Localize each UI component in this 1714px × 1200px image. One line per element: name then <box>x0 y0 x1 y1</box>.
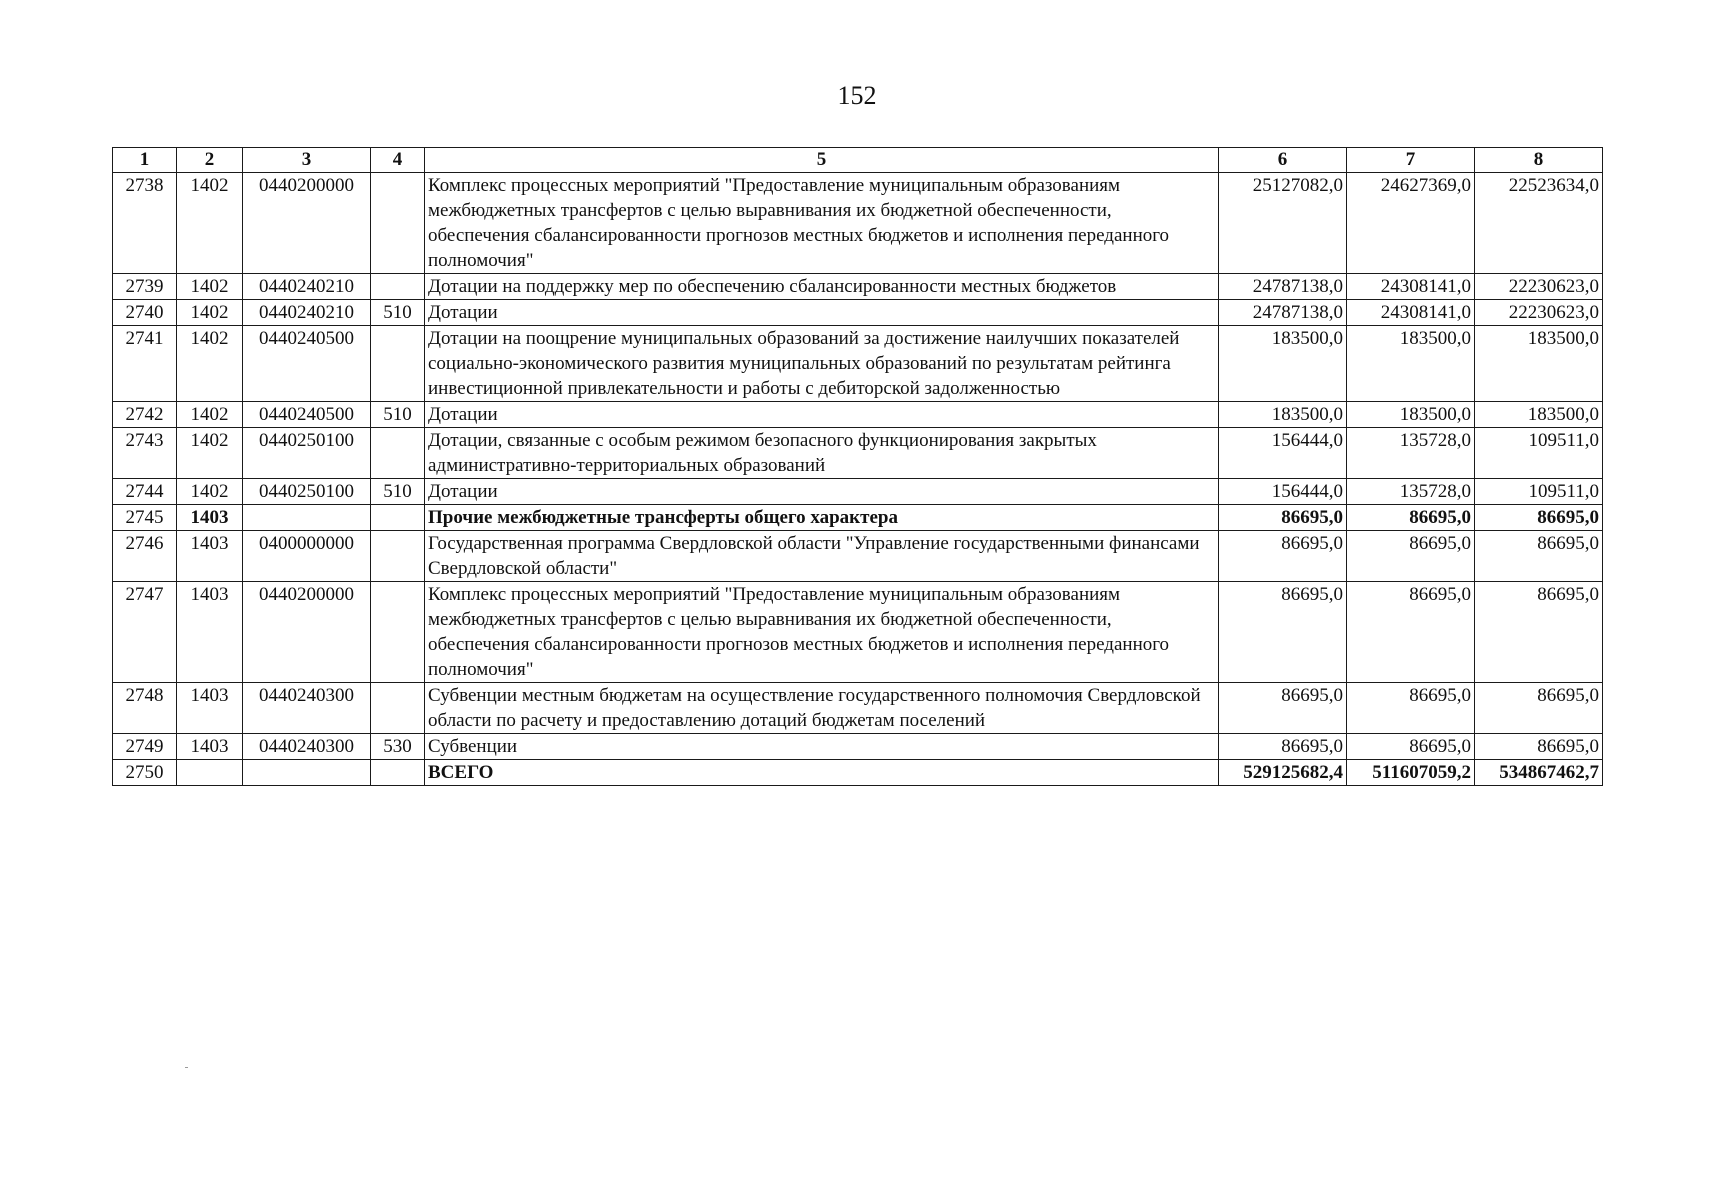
page-number: 152 <box>837 81 877 110</box>
target-code-cell <box>243 760 371 786</box>
expense-type-cell <box>371 505 425 531</box>
table-row <box>113 402 1603 428</box>
amount-col6-cell: 86695,0 <box>1219 683 1347 734</box>
amount-col7-cell: 86695,0 <box>1347 531 1475 582</box>
amount-col6-cell: 86695,0 <box>1219 531 1347 582</box>
item-name-cell: Государственная программа Свердловской области "Управление государственными финансами Свердловской области" <box>425 531 1219 582</box>
item-name-cell: Субвенции местным бюджетам на осуществление государственного полномочия Свердловской области по расчету и предоставлению дотаций бюджетам поселений <box>425 683 1219 734</box>
expense-type-cell <box>371 531 425 582</box>
target-code-cell: 0440200000 <box>243 582 371 683</box>
target-code-cell: 0440240210 <box>243 300 371 326</box>
item-name-cell: Прочие межбюджетные трансферты общего характера <box>425 505 1219 531</box>
column-header: 7 <box>1347 148 1475 173</box>
column-header: 1 <box>113 148 177 173</box>
table-row <box>113 734 1603 760</box>
expense-type-cell <box>371 173 425 274</box>
item-name-cell: Субвенции <box>425 734 1219 760</box>
scan-artifact <box>185 1067 188 1068</box>
section-code-cell: 1403 <box>177 582 243 683</box>
item-name-cell: ВСЕГО <box>425 760 1219 786</box>
amount-col8-cell: 109511,0 <box>1475 479 1603 505</box>
table-row <box>113 505 1603 531</box>
row-number-cell: 2740 <box>113 300 177 326</box>
table-row <box>113 683 1603 734</box>
table-row <box>113 274 1603 300</box>
amount-col8-cell: 22230623,0 <box>1475 274 1603 300</box>
expense-type-cell: 510 <box>371 300 425 326</box>
row-number-cell: 2749 <box>113 734 177 760</box>
expense-type-cell <box>371 683 425 734</box>
expense-type-cell <box>371 760 425 786</box>
row-number-cell: 2741 <box>113 326 177 402</box>
section-code-cell: 1403 <box>177 683 243 734</box>
amount-col8-cell: 86695,0 <box>1475 505 1603 531</box>
column-header: 4 <box>371 148 425 173</box>
target-code-cell: 0440240300 <box>243 683 371 734</box>
table-row <box>113 428 1603 479</box>
amount-col8-cell: 534867462,7 <box>1475 760 1603 786</box>
amount-col6-cell: 183500,0 <box>1219 402 1347 428</box>
row-number-cell: 2747 <box>113 582 177 683</box>
column-header: 8 <box>1475 148 1603 173</box>
item-name-cell: Дотации <box>425 479 1219 505</box>
expense-type-cell <box>371 582 425 683</box>
row-number-cell: 2742 <box>113 402 177 428</box>
amount-col8-cell: 183500,0 <box>1475 402 1603 428</box>
amount-col6-cell: 86695,0 <box>1219 734 1347 760</box>
table-row <box>113 582 1603 683</box>
item-name-cell: Дотации <box>425 300 1219 326</box>
amount-col7-cell: 86695,0 <box>1347 582 1475 683</box>
amount-col8-cell: 22523634,0 <box>1475 173 1603 274</box>
section-code-cell: 1402 <box>177 326 243 402</box>
row-number-cell: 2746 <box>113 531 177 582</box>
amount-col6-cell: 25127082,0 <box>1219 173 1347 274</box>
amount-col8-cell: 86695,0 <box>1475 582 1603 683</box>
section-code-cell: 1402 <box>177 173 243 274</box>
item-name-cell: Комплекс процессных мероприятий "Предоставление муниципальным образованиям межбюджетных трансфертов с целью выравнивания их бюджетной обеспеченности, обеспечения сбалансированности прогнозов местных бюджетов и исполнения переданного полномочия" <box>425 582 1219 683</box>
table-row <box>113 479 1603 505</box>
amount-col6-cell: 86695,0 <box>1219 582 1347 683</box>
target-code-cell: 0440200000 <box>243 173 371 274</box>
section-code-cell: 1403 <box>177 505 243 531</box>
item-name-cell: Комплекс процессных мероприятий "Предоставление муниципальным образованиям межбюджетных трансфертов с целью выравнивания их бюджетной обеспеченности, обеспечения сбалансированности прогнозов местных бюджетов и исполнения переданного полномочия" <box>425 173 1219 274</box>
amount-col6-cell: 24787138,0 <box>1219 300 1347 326</box>
amount-col8-cell: 22230623,0 <box>1475 300 1603 326</box>
item-name-cell: Дотации <box>425 402 1219 428</box>
section-code-cell <box>177 760 243 786</box>
section-code-cell: 1403 <box>177 734 243 760</box>
amount-col7-cell: 86695,0 <box>1347 683 1475 734</box>
table-row <box>113 531 1603 582</box>
target-code-cell: 0400000000 <box>243 531 371 582</box>
amount-col6-cell: 156444,0 <box>1219 428 1347 479</box>
amount-col8-cell: 109511,0 <box>1475 428 1603 479</box>
section-code-cell: 1403 <box>177 531 243 582</box>
row-number-cell: 2738 <box>113 173 177 274</box>
target-code-cell: 0440250100 <box>243 428 371 479</box>
item-name-cell: Дотации на поощрение муниципальных образований за достижение наилучших показателей социально-экономического развития муниципальных образований по результатам рейтинга инвестиционной привлекательности и работы с дебиторской задолженностью <box>425 326 1219 402</box>
expense-type-cell: 510 <box>371 402 425 428</box>
amount-col6-cell: 529125682,4 <box>1219 760 1347 786</box>
expense-type-cell: 530 <box>371 734 425 760</box>
target-code-cell: 0440240300 <box>243 734 371 760</box>
expense-type-cell <box>371 274 425 300</box>
amount-col8-cell: 86695,0 <box>1475 531 1603 582</box>
expense-type-cell: 510 <box>371 479 425 505</box>
target-code-cell: 0440240210 <box>243 274 371 300</box>
section-code-cell: 1402 <box>177 274 243 300</box>
target-code-cell: 0440250100 <box>243 479 371 505</box>
column-header: 2 <box>177 148 243 173</box>
expense-type-cell <box>371 326 425 402</box>
table-row <box>113 326 1603 402</box>
section-code-cell: 1402 <box>177 479 243 505</box>
amount-col7-cell: 86695,0 <box>1347 734 1475 760</box>
amount-col6-cell: 86695,0 <box>1219 505 1347 531</box>
amount-col7-cell: 24308141,0 <box>1347 274 1475 300</box>
row-number-cell: 2748 <box>113 683 177 734</box>
amount-col6-cell: 24787138,0 <box>1219 274 1347 300</box>
amount-col6-cell: 183500,0 <box>1219 326 1347 402</box>
amount-col7-cell: 511607059,2 <box>1347 760 1475 786</box>
amount-col8-cell: 183500,0 <box>1475 326 1603 402</box>
row-number-cell: 2745 <box>113 505 177 531</box>
section-code-cell: 1402 <box>177 402 243 428</box>
target-code-cell: 0440240500 <box>243 402 371 428</box>
amount-col7-cell: 183500,0 <box>1347 402 1475 428</box>
amount-col8-cell: 86695,0 <box>1475 683 1603 734</box>
section-code-cell: 1402 <box>177 428 243 479</box>
amount-col8-cell: 86695,0 <box>1475 734 1603 760</box>
row-number-cell: 2739 <box>113 274 177 300</box>
table-header-row <box>113 148 1603 173</box>
amount-col6-cell: 156444,0 <box>1219 479 1347 505</box>
expense-type-cell <box>371 428 425 479</box>
column-header: 5 <box>425 148 1219 173</box>
amount-col7-cell: 183500,0 <box>1347 326 1475 402</box>
amount-col7-cell: 135728,0 <box>1347 479 1475 505</box>
column-header: 6 <box>1219 148 1347 173</box>
table-body <box>113 173 1603 786</box>
table-row <box>113 173 1603 274</box>
amount-col7-cell: 24627369,0 <box>1347 173 1475 274</box>
row-number-cell: 2750 <box>113 760 177 786</box>
row-number-cell: 2744 <box>113 479 177 505</box>
target-code-cell <box>243 505 371 531</box>
target-code-cell: 0440240500 <box>243 326 371 402</box>
item-name-cell: Дотации, связанные с особым режимом безопасного функционирования закрытых административно-территориальных образований <box>425 428 1219 479</box>
table-row <box>113 760 1603 786</box>
column-header: 3 <box>243 148 371 173</box>
section-code-cell: 1402 <box>177 300 243 326</box>
table-row <box>113 300 1603 326</box>
amount-col7-cell: 24308141,0 <box>1347 300 1475 326</box>
row-number-cell: 2743 <box>113 428 177 479</box>
item-name-cell: Дотации на поддержку мер по обеспечению сбалансированности местных бюджетов <box>425 274 1219 300</box>
budget-table <box>112 147 1603 786</box>
amount-col7-cell: 86695,0 <box>1347 505 1475 531</box>
amount-col7-cell: 135728,0 <box>1347 428 1475 479</box>
